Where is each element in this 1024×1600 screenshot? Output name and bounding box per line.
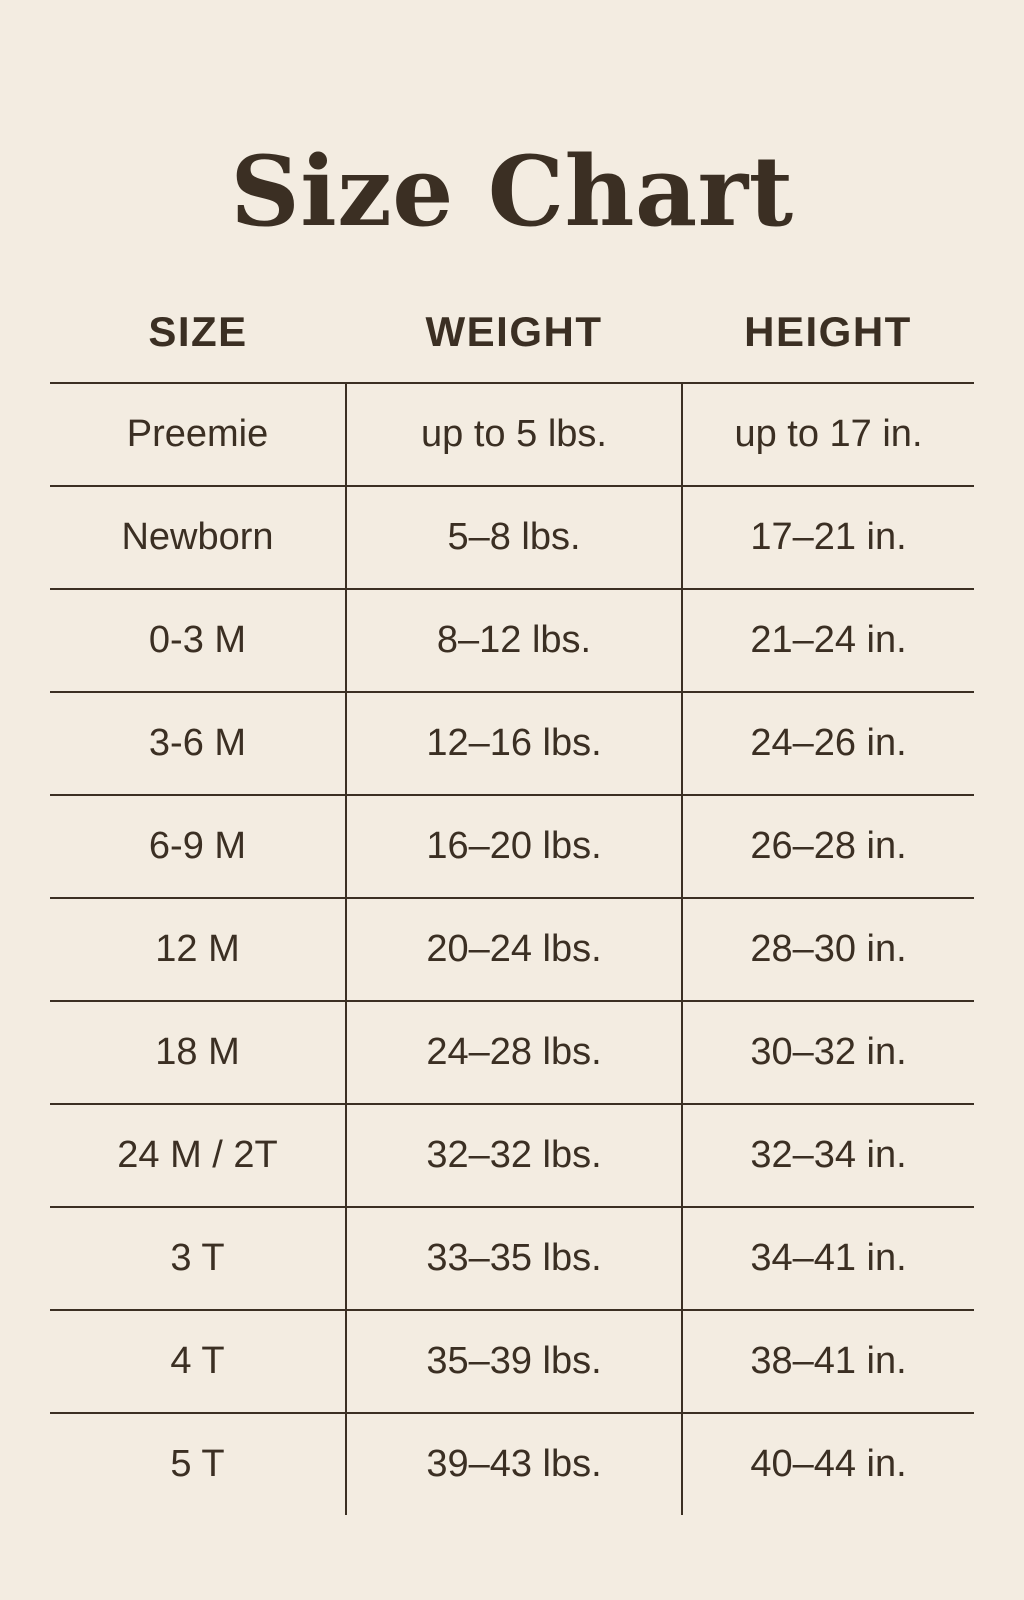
cell-weight: 32–32 lbs. (346, 1104, 682, 1207)
table-row (50, 1104, 974, 1207)
cell-height: 30–32 in. (682, 1001, 974, 1104)
table-body (50, 383, 974, 1515)
cell-size: 3 T (50, 1207, 346, 1310)
table-header-row (50, 307, 974, 383)
table-row (50, 1413, 974, 1515)
cell-weight: 39–43 lbs. (346, 1413, 682, 1515)
cell-height: up to 17 in. (682, 383, 974, 486)
cell-size: 18 M (50, 1001, 346, 1104)
cell-size: 0-3 M (50, 589, 346, 692)
size-chart-table (50, 307, 974, 1515)
size-chart-page (0, 64, 1024, 1600)
cell-height: 28–30 in. (682, 898, 974, 1001)
cell-size: Newborn (50, 486, 346, 589)
column-header-height: HEIGHT (744, 308, 912, 356)
cell-height: 40–44 in. (682, 1413, 974, 1515)
table-row (50, 795, 974, 898)
table-row (50, 898, 974, 1001)
cell-weight: 8–12 lbs. (346, 589, 682, 692)
table-row (50, 1001, 974, 1104)
cell-weight: 12–16 lbs. (346, 692, 682, 795)
column-header-weight: WEIGHT (425, 308, 603, 356)
cell-height: 24–26 in. (682, 692, 974, 795)
table-row (50, 1207, 974, 1310)
cell-weight: up to 5 lbs. (346, 383, 682, 486)
cell-weight: 20–24 lbs. (346, 898, 682, 1001)
cell-weight: 16–20 lbs. (346, 795, 682, 898)
table-header (50, 307, 974, 383)
cell-weight: 5–8 lbs. (346, 486, 682, 589)
table-row (50, 486, 974, 589)
cell-size: 24 M / 2T (50, 1104, 346, 1207)
cell-height: 34–41 in. (682, 1207, 974, 1310)
cell-size: 3-6 M (50, 692, 346, 795)
table-row (50, 589, 974, 692)
cell-weight: 24–28 lbs. (346, 1001, 682, 1104)
cell-weight: 33–35 lbs. (346, 1207, 682, 1310)
cell-height: 17–21 in. (682, 486, 974, 589)
cell-size: Preemie (50, 383, 346, 486)
cell-size: 12 M (50, 898, 346, 1001)
cell-height: 21–24 in. (682, 589, 974, 692)
cell-size: 4 T (50, 1310, 346, 1413)
cell-size: 6-9 M (50, 795, 346, 898)
cell-size: 5 T (50, 1413, 346, 1515)
cell-height: 26–28 in. (682, 795, 974, 898)
table-row (50, 692, 974, 795)
table-row (50, 383, 974, 486)
column-header-size: SIZE (148, 308, 248, 356)
cell-height: 32–34 in. (682, 1104, 974, 1207)
page-title: Size Chart (230, 135, 794, 249)
cell-height: 38–41 in. (682, 1310, 974, 1413)
cell-weight: 35–39 lbs. (346, 1310, 682, 1413)
table-row (50, 1310, 974, 1413)
